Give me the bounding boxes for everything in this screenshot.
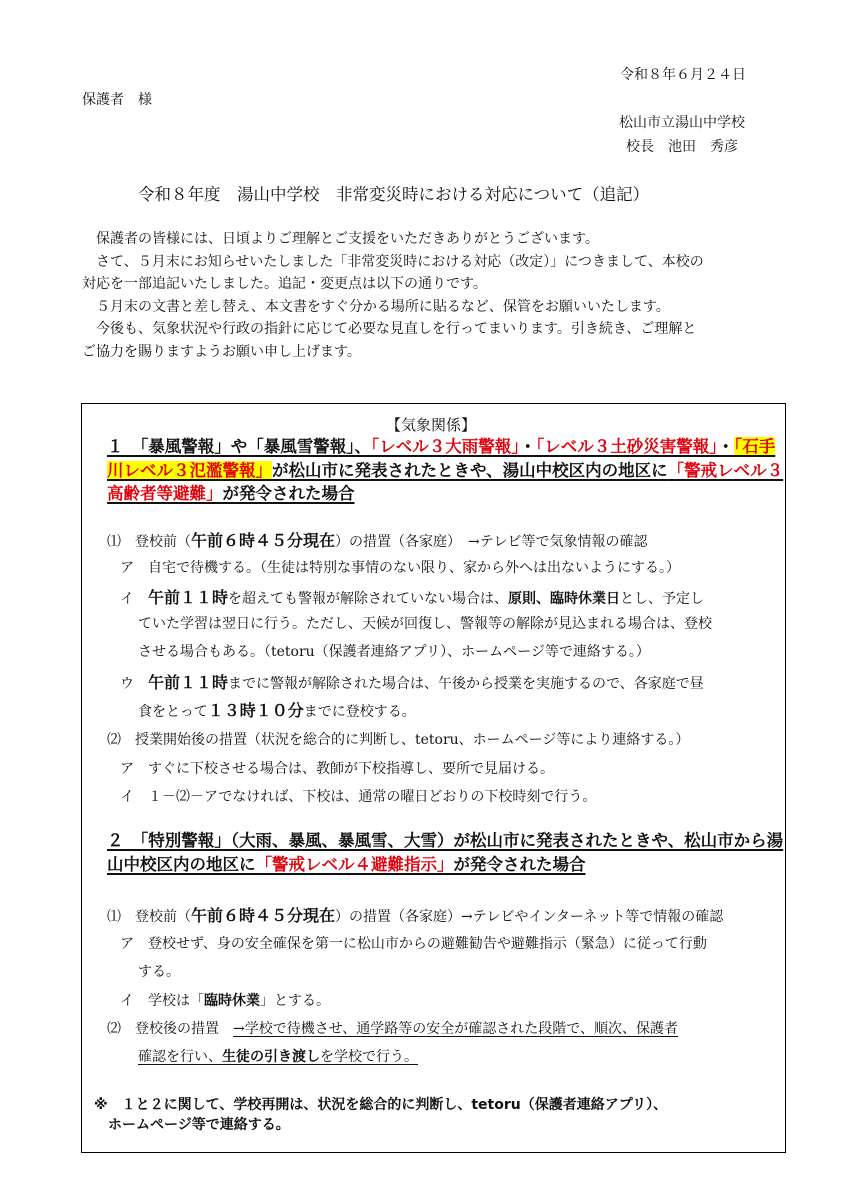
s1-item-2: ⑵ 授業開始後の措置（状況を総合的に判断し、tetoru、ホームページ等により連絡する。） bbox=[107, 732, 690, 748]
text: ⑵ 登校後の措置 bbox=[107, 1021, 233, 1037]
warning-label: 「警戒レベル４避難指示」 bbox=[255, 854, 454, 874]
section-number: １ bbox=[107, 437, 140, 456]
heading-part: ・ bbox=[519, 437, 536, 456]
text: ）の措置（各家庭）→テレビやインターネット等で情報の確認 bbox=[335, 909, 724, 925]
s1-item-i bbox=[120, 585, 704, 608]
text: イ bbox=[120, 591, 148, 607]
time-text: 午前１１時 bbox=[148, 588, 229, 607]
text: ウ bbox=[120, 676, 148, 692]
text: を超えても警報が解除されていない場合は、 bbox=[228, 591, 509, 607]
time-text: 午前６時４５分現在 bbox=[191, 906, 336, 925]
box-title: 【気象関係】 bbox=[386, 416, 477, 434]
underlined-text: →学校で待機させ、通学路等の安全が確認された段階で、順次、保護者 bbox=[233, 1021, 679, 1037]
text: 食をとって bbox=[138, 704, 208, 720]
principal-name: 校長 池田 秀彦 bbox=[626, 139, 738, 155]
heading-part: ・ bbox=[717, 437, 734, 456]
bold-text: 生徒の引き渡し bbox=[222, 1049, 320, 1065]
document-date: 令和８年６月２４日 bbox=[620, 67, 746, 83]
s1-item-i-cont: ていた学習は翌日に行う。ただし、天候が回復し、警報等の解除が見込まれる場合は、登校 bbox=[138, 616, 712, 632]
heading-part: が松山市に発表されたときや、湯山中校区内の地区に bbox=[272, 460, 668, 480]
bold-text: 原則、臨時休業日 bbox=[508, 591, 621, 607]
text: とし、予定し bbox=[620, 591, 705, 607]
text: を学校で行う。 bbox=[320, 1049, 418, 1065]
warning-label: 「レベル３土砂災害警報」 bbox=[536, 437, 718, 456]
intro-line: ご協力を賜りますようお願い申し上げます。 bbox=[82, 343, 361, 360]
time-text: 午前１１時 bbox=[148, 673, 229, 692]
s1-item-u bbox=[120, 670, 704, 693]
section-1-heading bbox=[107, 435, 787, 506]
warning-label-highlighted: 「石手川レベル３氾濫警報」 bbox=[107, 437, 776, 480]
section-2-heading bbox=[107, 829, 787, 876]
text: ）の措置（各家庭） →テレビ等で気象情報の確認 bbox=[335, 534, 648, 550]
section-2-text bbox=[107, 831, 783, 874]
heading-part: が発令された場合 bbox=[222, 484, 355, 503]
s1-item-2a: ア すぐに下校させる場合は、教師が下校指導し、要所で見届ける。 bbox=[120, 761, 554, 777]
text: ⑴ 登校前（ bbox=[107, 534, 191, 550]
text: までに警報が解除された場合は、午後から授業を実施するので、各家庭で昼 bbox=[228, 676, 704, 692]
recipient: 保護者 様 bbox=[82, 92, 152, 108]
heading-part: 「暴風警報」や「暴風雪警報」、 bbox=[140, 437, 371, 456]
section-number: ２ bbox=[107, 831, 140, 850]
heading-part: 「特別警報」（大雨、暴風、暴風雪、大雪）が松山市に発表されたときや、松山市から湯山中校区内の地区に bbox=[107, 831, 784, 874]
document-title: 令和８年度 湯山中学校 非常変災時における対応について（追記） bbox=[138, 185, 650, 204]
s1-item-a: ア 自宅で待機する。（生徒は特別な事情のない限り、家から外へは出ないようにする。） bbox=[120, 560, 680, 576]
weather-box bbox=[81, 403, 786, 1153]
s2-item-i bbox=[120, 990, 330, 1010]
note-line: ホームページ等で連絡する。 bbox=[94, 1117, 290, 1133]
s2-item-a: ア 登校せず、身の安全確保を第一に松山市からの避難勧告や避難指示（緊急）に従って行動 bbox=[120, 936, 707, 952]
text: までに登校する。 bbox=[303, 704, 416, 720]
school-name: 松山市立湯山中学校 bbox=[619, 115, 745, 131]
warning-label: 「レベル３大雨警報」 bbox=[371, 437, 520, 456]
heading-part: が発令された場合 bbox=[453, 854, 586, 874]
s1-item-u-cont bbox=[138, 698, 416, 721]
time-text: １３時１０分 bbox=[207, 701, 304, 720]
text: 確認を行い、 bbox=[138, 1049, 222, 1065]
intro-line: さて、５月末にお知らせいたしました「非常変災時における対応（改定）」につきまして、本校の bbox=[82, 253, 704, 270]
note-line: ※ １と２に関して、学校再開は、状況を総合的に判断し、tetoru（保護者連絡アプリ）、 bbox=[94, 1097, 668, 1113]
s1-item-2i: イ １－⑵－アでなければ、下校は、通常の曜日どおりの下校時刻で行う。 bbox=[120, 789, 597, 805]
s1-item-1 bbox=[107, 528, 647, 551]
warning-label: 「警戒レベル３高齢者等避難」 bbox=[107, 460, 784, 503]
s2-item-1 bbox=[107, 903, 723, 926]
bold-text: 臨時休業 bbox=[204, 993, 260, 1009]
s2-item-2 bbox=[107, 1018, 678, 1038]
intro-line: 今後も、気象状況や行政の指針に応じて必要な見直しを行ってまいります。引き続き、ご理解と bbox=[82, 321, 697, 338]
s1-item-i-cont: させる場合もある。（tetoru（保護者連絡アプリ）、ホームページ等で連絡する。） bbox=[138, 644, 650, 660]
s2-item-2-cont bbox=[138, 1046, 418, 1066]
intro-text bbox=[82, 228, 782, 364]
s2-item-a-cont: する。 bbox=[138, 964, 180, 980]
time-text: 午前６時４５分現在 bbox=[191, 531, 336, 550]
intro-line: ５月末の文書と差し替え、本文書をすぐ分かる場所に貼るなど、保管をお願いいたします。 bbox=[82, 298, 670, 315]
intro-line: 保護者の皆様には、日頃よりご理解とご支援をいただきありがとうございます。 bbox=[82, 231, 599, 247]
intro-line: 対応を一部追記いたしました。追記・変更点は以下の通りです。 bbox=[82, 276, 487, 293]
text: イ 学校は「 bbox=[120, 993, 204, 1009]
section-1-text bbox=[107, 437, 783, 503]
text: ⑴ 登校前（ bbox=[107, 909, 191, 925]
text: 」とする。 bbox=[260, 993, 330, 1009]
